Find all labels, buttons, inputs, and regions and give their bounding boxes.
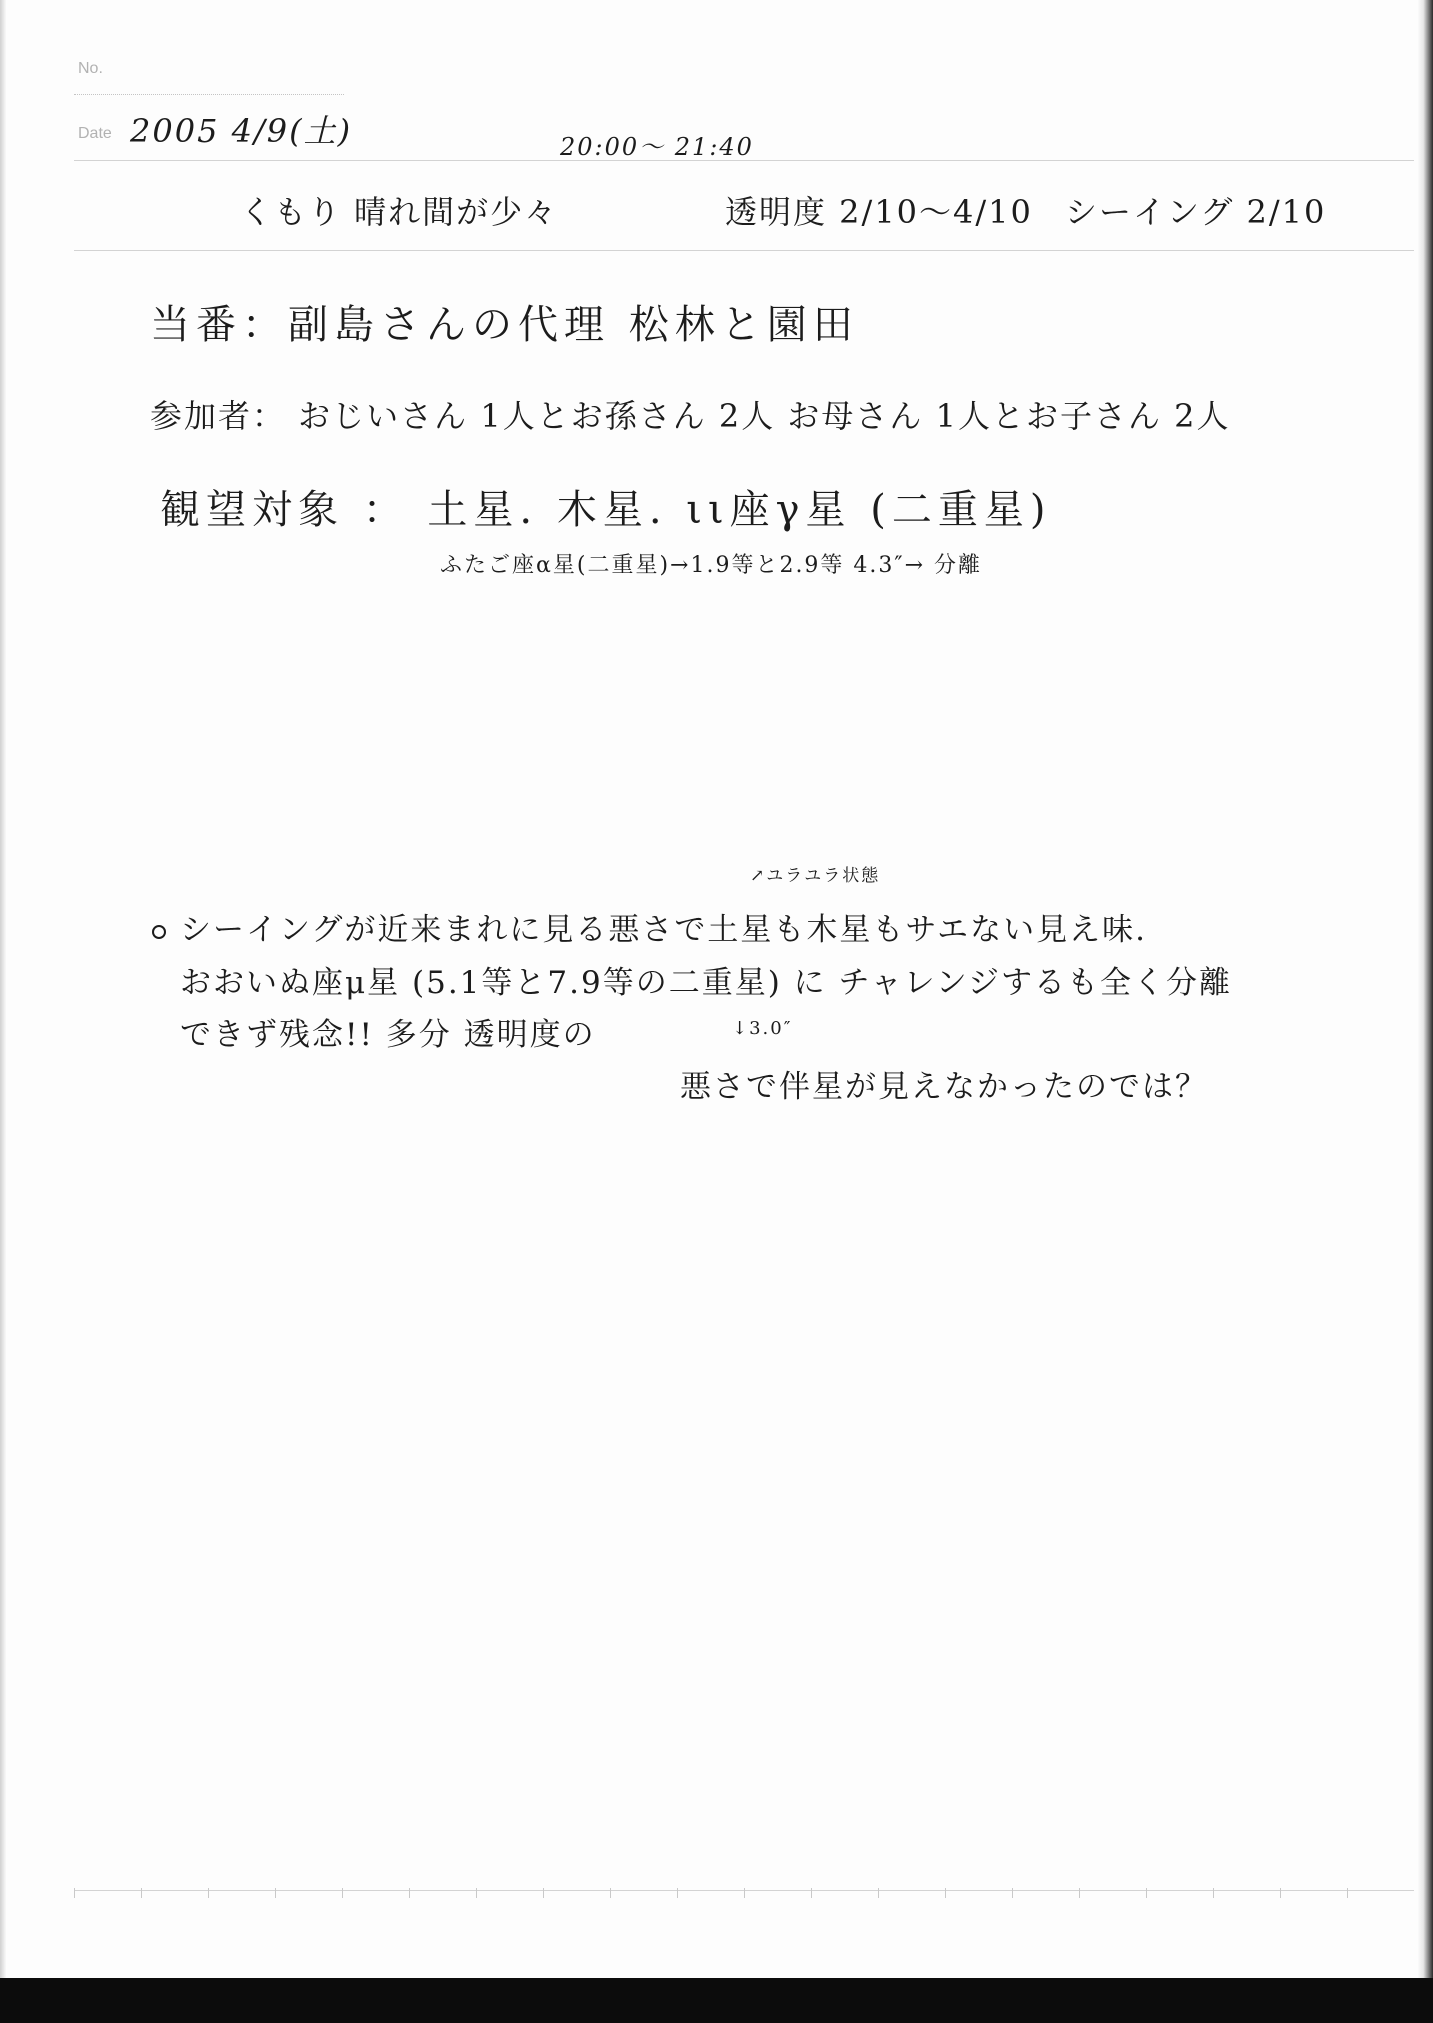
no-label: No. [78,60,103,77]
note-bullet [152,925,166,939]
scan-bottom-border [0,1978,1433,2023]
conditions-rule [74,250,1414,251]
weather-text: くもり 晴れ間が少々 [240,193,559,231]
note-line-2: おおいぬ座μ星 (5.1等と7.9等の二重星) に チャレンジするも全く分離 [180,965,1233,1001]
date-label: Date [78,125,112,142]
duty-entry: 当番：副島さんの代理 松林と園田 [150,302,859,348]
page-left-edge [0,0,6,2023]
date-value: 2005 4/9(土) [130,112,353,150]
transparency-text: 透明度 2/10〜4/10 [725,193,1033,231]
footer-ticks [74,1888,1414,1898]
no-underline [74,94,344,95]
targets-entry: 観望対象 ： 土星. 木星. ιι座γ星 (二重星) [160,487,1052,533]
targets-continuation: ふたご座α星(二重星)→1.9等と2.9等 4.3″→ 分離 [440,553,983,578]
note-line-1: シーイングが近来まれに見る悪さで土星も木星もサエない見え味. [180,912,1147,948]
time-range: 20:00〜 21:40 [560,133,754,161]
note-line-3: できず残念!! 多分 透明度の [180,1017,596,1053]
page-binding-edge [1417,0,1433,2023]
seeing-text: シーイング 2/10 [1065,193,1327,231]
note-line-4: 悪さで伴星が見えなかったのでは？ [680,1069,1208,1105]
annotation-separation: ↓3.0″ [732,1018,793,1039]
participants-entry: 参加者： おじいさん 1人とお孫さん 2人 お母さん 1人とお子さん 2人 [150,397,1231,435]
annotation-yurayura: ↗ユラユラ状態 [750,866,881,886]
